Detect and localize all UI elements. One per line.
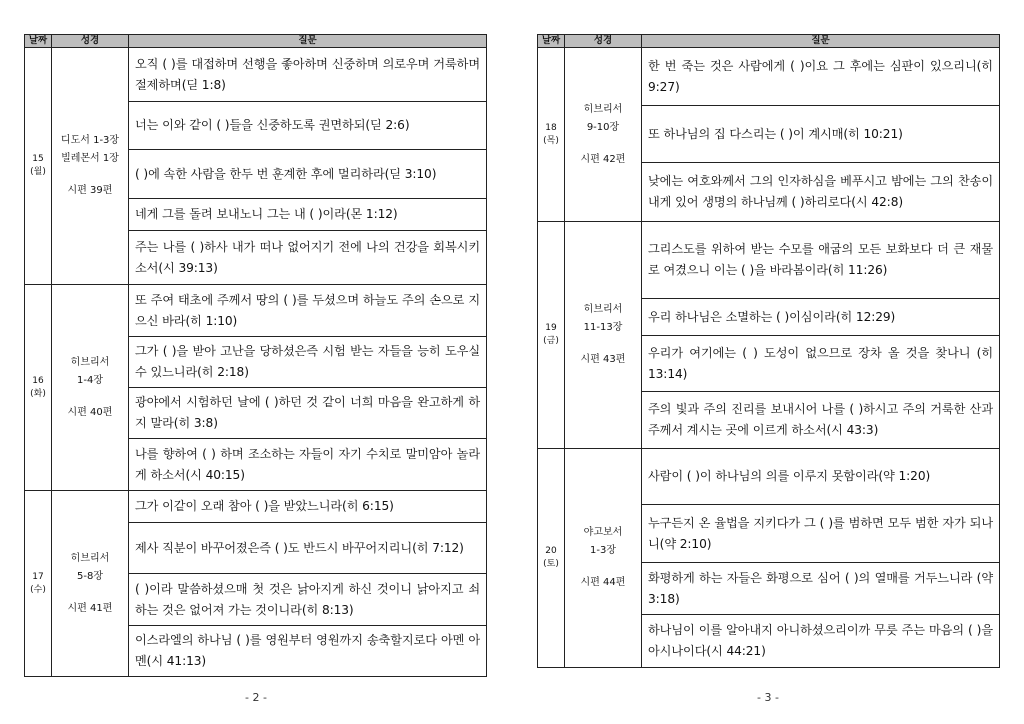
page-number: - 2 - — [245, 691, 267, 704]
table-row — [25, 491, 487, 523]
bible-cell — [52, 48, 129, 285]
page-number: - 3 - — [757, 691, 779, 704]
question-cell: ( )에 속한 사람을 한두 번 훈계한 후에 멀리하라(딛 3:10) — [129, 150, 487, 199]
question-cell: 그리스도를 위하여 받는 수모를 애굽의 모든 보화보다 더 큰 재물로 여겼으니 이는 ( )을 바라봄이라(히 11:26) — [642, 222, 1000, 299]
table-header-row — [538, 35, 1000, 48]
date-number: 20 — [545, 546, 557, 556]
bible-book: 야고보서 — [583, 527, 623, 538]
date-cell — [538, 48, 565, 222]
table-row — [538, 449, 1000, 505]
bible-book: 히브리서 — [70, 552, 110, 564]
date-cell — [25, 491, 52, 677]
question-cell: 사람이 ( )이 하나님의 의를 이루지 못함이라(약 1:20) — [642, 449, 1000, 505]
bible-psalm: 시편 40편 — [67, 406, 113, 418]
header-bible: 성경 — [52, 35, 129, 48]
date-weekday: (화) — [30, 388, 46, 399]
bible-book: 11-13장 — [583, 322, 623, 333]
question-cell: ( )이라 말씀하셨으매 첫 것은 낡아지게 하신 것이니 낡아지고 쇠하는 것은 없어져 가는 것이니라(히 8:13) — [129, 574, 487, 626]
quiz-table — [537, 34, 1000, 668]
bible-book: 빌레몬서 1장 — [61, 153, 119, 164]
bible-book: 1-3장 — [590, 545, 616, 556]
date-weekday: (수) — [30, 584, 46, 595]
bible-psalm: 시편 44편 — [580, 577, 626, 588]
question-cell: 낮에는 여호와께서 그의 인자하심을 베푸시고 밤에는 그의 찬송이 내게 있어 생명의 하나님께 ( )하리로다(시 42:8) — [642, 163, 1000, 222]
bible-cell — [565, 449, 642, 668]
question-cell: 너는 이와 같이 ( )들을 신중하도록 권면하되(딛 2:6) — [129, 102, 487, 150]
question-cell: 화평하게 하는 자들은 화평으로 심어 ( )의 열매를 거두느니라 (약 3:18) — [642, 563, 1000, 615]
date-weekday: (토) — [543, 559, 559, 569]
table-row — [25, 48, 487, 102]
header-question: 질문 — [642, 35, 1000, 48]
date-number: 17 — [32, 571, 44, 582]
bible-book: 디도서 1-3장 — [60, 135, 120, 146]
bible-book: 9-10장 — [586, 121, 620, 133]
question-cell: 한 번 죽는 것은 사람에게 ( )이요 그 후에는 심판이 있으리니(히 9:27) — [642, 48, 1000, 106]
date-number: 19 — [545, 323, 557, 333]
date-number: 18 — [545, 122, 557, 133]
question-cell: 그가 이같이 오래 참아 ( )을 받았느니라(히 6:15) — [129, 491, 487, 523]
question-cell: 그가 ( )을 받아 고난을 당하셨은즉 시험 받는 자들을 능히 도우실 수 있느니라(히 2:18) — [129, 337, 487, 388]
bible-book: 5-8장 — [77, 570, 103, 582]
question-cell: 나를 향하여 ( ) 하며 조소하는 자들이 자기 수치로 말미암아 놀라게 하소서(시 40:15) — [129, 439, 487, 491]
bible-psalm: 시편 41편 — [67, 602, 113, 614]
quiz-table — [24, 34, 487, 677]
question-cell: 제사 직분이 바꾸어졌은즉 ( )도 반드시 바꾸어지리니(히 7:12) — [129, 523, 487, 574]
bible-cell — [565, 222, 642, 449]
header-question: 질문 — [129, 35, 487, 48]
date-weekday: (목) — [543, 135, 559, 146]
question-cell: 또 주여 태초에 주께서 땅의 ( )를 두셨으며 하늘도 주의 손으로 지으신 바라(히 1:10) — [129, 285, 487, 337]
header-date: 날짜 — [25, 35, 52, 48]
date-number: 15 — [32, 154, 44, 164]
date-weekday: (금) — [543, 336, 559, 346]
date-cell — [538, 222, 565, 449]
question-cell: 주는 나를 ( )하사 내가 떠나 없어지기 전에 나의 건강을 회복시키소서(시 39:13) — [129, 231, 487, 285]
table-header-row — [25, 35, 487, 48]
header-date: 날짜 — [538, 35, 565, 48]
date-cell — [25, 48, 52, 285]
date-cell — [25, 285, 52, 491]
question-cell: 하나님이 이를 알아내지 아니하셨으리이까 무릇 주는 마음의 ( )을 아시나이다(시 44:21) — [642, 615, 1000, 668]
question-cell: 네게 그를 돌려 보내노니 그는 내 ( )이라(몬 1:12) — [129, 199, 487, 231]
question-cell: 또 하나님의 집 다스리는 ( )이 계시매(히 10:21) — [642, 106, 1000, 163]
date-number: 16 — [32, 375, 44, 386]
question-cell: 광야에서 시험하던 날에 ( )하던 것 같이 너희 마음을 완고하게 하지 말라(히 3:8) — [129, 388, 487, 439]
bible-psalm: 시편 39편 — [67, 185, 113, 196]
header-bible: 성경 — [565, 35, 642, 48]
date-cell — [538, 449, 565, 668]
table-row — [538, 222, 1000, 299]
bible-cell — [565, 48, 642, 222]
question-cell: 오직 ( )를 대접하며 선행을 좋아하며 신중하며 의로우며 거룩하며 절제하며(딛 1:8) — [129, 48, 487, 102]
question-cell: 우리 하나님은 소멸하는 ( )이심이라(히 12:29) — [642, 299, 1000, 336]
question-cell: 누구든지 온 율법을 지키다가 그 ( )를 범하면 모두 범한 자가 되나니(약 2:10) — [642, 505, 1000, 563]
bible-book: 히브리서 — [70, 356, 110, 368]
bible-book: 1-4장 — [77, 374, 103, 386]
page-right — [537, 34, 1000, 668]
bible-book: 히브리서 — [583, 304, 623, 315]
date-weekday: (월) — [30, 167, 46, 177]
question-cell: 우리가 여기에는 ( ) 도성이 없으므로 장차 올 것을 찾나니 (히 13:14) — [642, 336, 1000, 392]
table-row — [25, 285, 487, 337]
bible-cell — [52, 285, 129, 491]
table-row — [538, 48, 1000, 106]
bible-cell — [52, 491, 129, 677]
page-left — [24, 34, 487, 677]
bible-psalm: 시편 42편 — [580, 153, 626, 165]
bible-book: 히브리서 — [583, 103, 623, 115]
question-cell: 이스라엘의 하나님 ( )를 영원부터 영원까지 송축할지로다 아멘 아멘(시 41:13) — [129, 626, 487, 677]
question-cell: 주의 빛과 주의 진리를 보내시어 나를 ( )하시고 주의 거룩한 산과 주께서 계시는 곳에 이르게 하소서(시 43:3) — [642, 392, 1000, 449]
bible-psalm: 시편 43편 — [580, 354, 626, 365]
